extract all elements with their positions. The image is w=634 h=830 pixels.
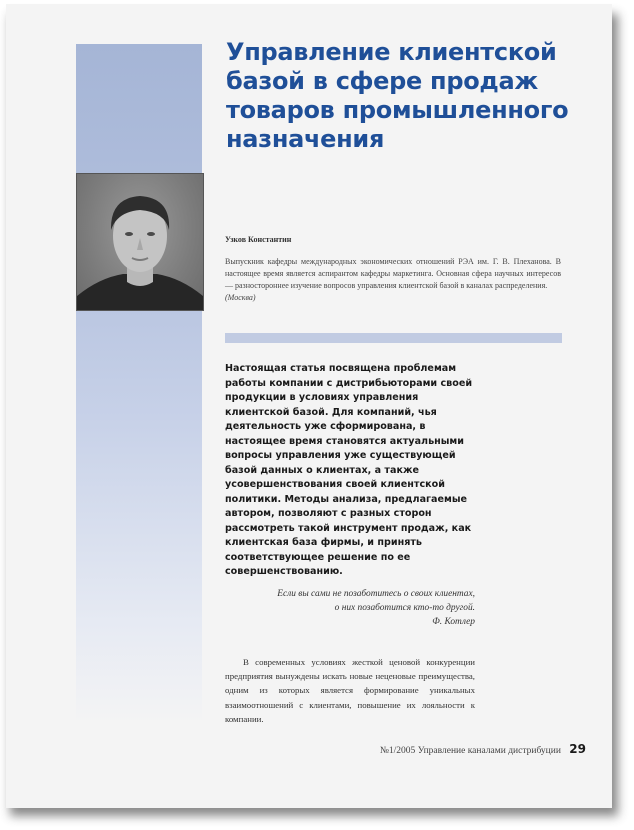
author-bio-text: Выпускник кафедры международных экономических отношений РЭА им. Г. В. Плеханова. В настоящее время является аспирантом кафедры маркетинга. Основная сфера научных интересов — разностороннее изучение вопросов управления клиентской базой в каналах распределения. bbox=[225, 257, 561, 290]
article-title: Управление клиентской базой в сфере продаж товаров промышленного назначения bbox=[226, 38, 569, 153]
epigraph-line-1: Если вы сами не позаботитесь о своих клиентах, bbox=[277, 589, 475, 599]
sidebar-color-band bbox=[76, 44, 202, 724]
epigraph bbox=[225, 587, 475, 629]
author-bio bbox=[225, 256, 561, 304]
article-abstract: Настоящая статья посвящена проблемам работы компании с дистрибьюторами своей продукции в условиях управления клиентской базой. Для компаний, чья деятельность уже сформирована, в настоящее время становятся актуальными вопросы управления уже существующей базой данных о клиентах, а также усовершенствования своей клиентской политики. Методы анализа, предлагаемые автором, позволяют с разных сторон рассмотреть такой инструмент продаж, как клиентская база фирмы, и принять соответствующее решение по ее совершенствованию. bbox=[225, 363, 473, 577]
author-city: (Москва) bbox=[225, 293, 256, 302]
section-divider-bar bbox=[225, 333, 562, 343]
author-name: Узков Константин bbox=[225, 235, 292, 244]
author-photo bbox=[76, 173, 204, 311]
magazine-page bbox=[6, 4, 612, 808]
footer-journal: Управление каналами дистрибуции bbox=[417, 746, 561, 756]
page-number: 29 bbox=[569, 742, 586, 756]
epigraph-line-2: о них позаботится кто-то другой. bbox=[334, 603, 475, 613]
footer-issue: №1/2005 bbox=[379, 746, 416, 756]
page-footer bbox=[380, 742, 586, 756]
body-paragraph: В современных условиях жесткой ценовой конкуренции предприятия вынуждены искать новые неценовые преимущества, одним из которых является формирование уникальных взаимоотношений с клиентами, повышение их лояльности к компании. bbox=[225, 657, 475, 724]
epigraph-attribution: Ф. Котлер bbox=[432, 617, 475, 627]
